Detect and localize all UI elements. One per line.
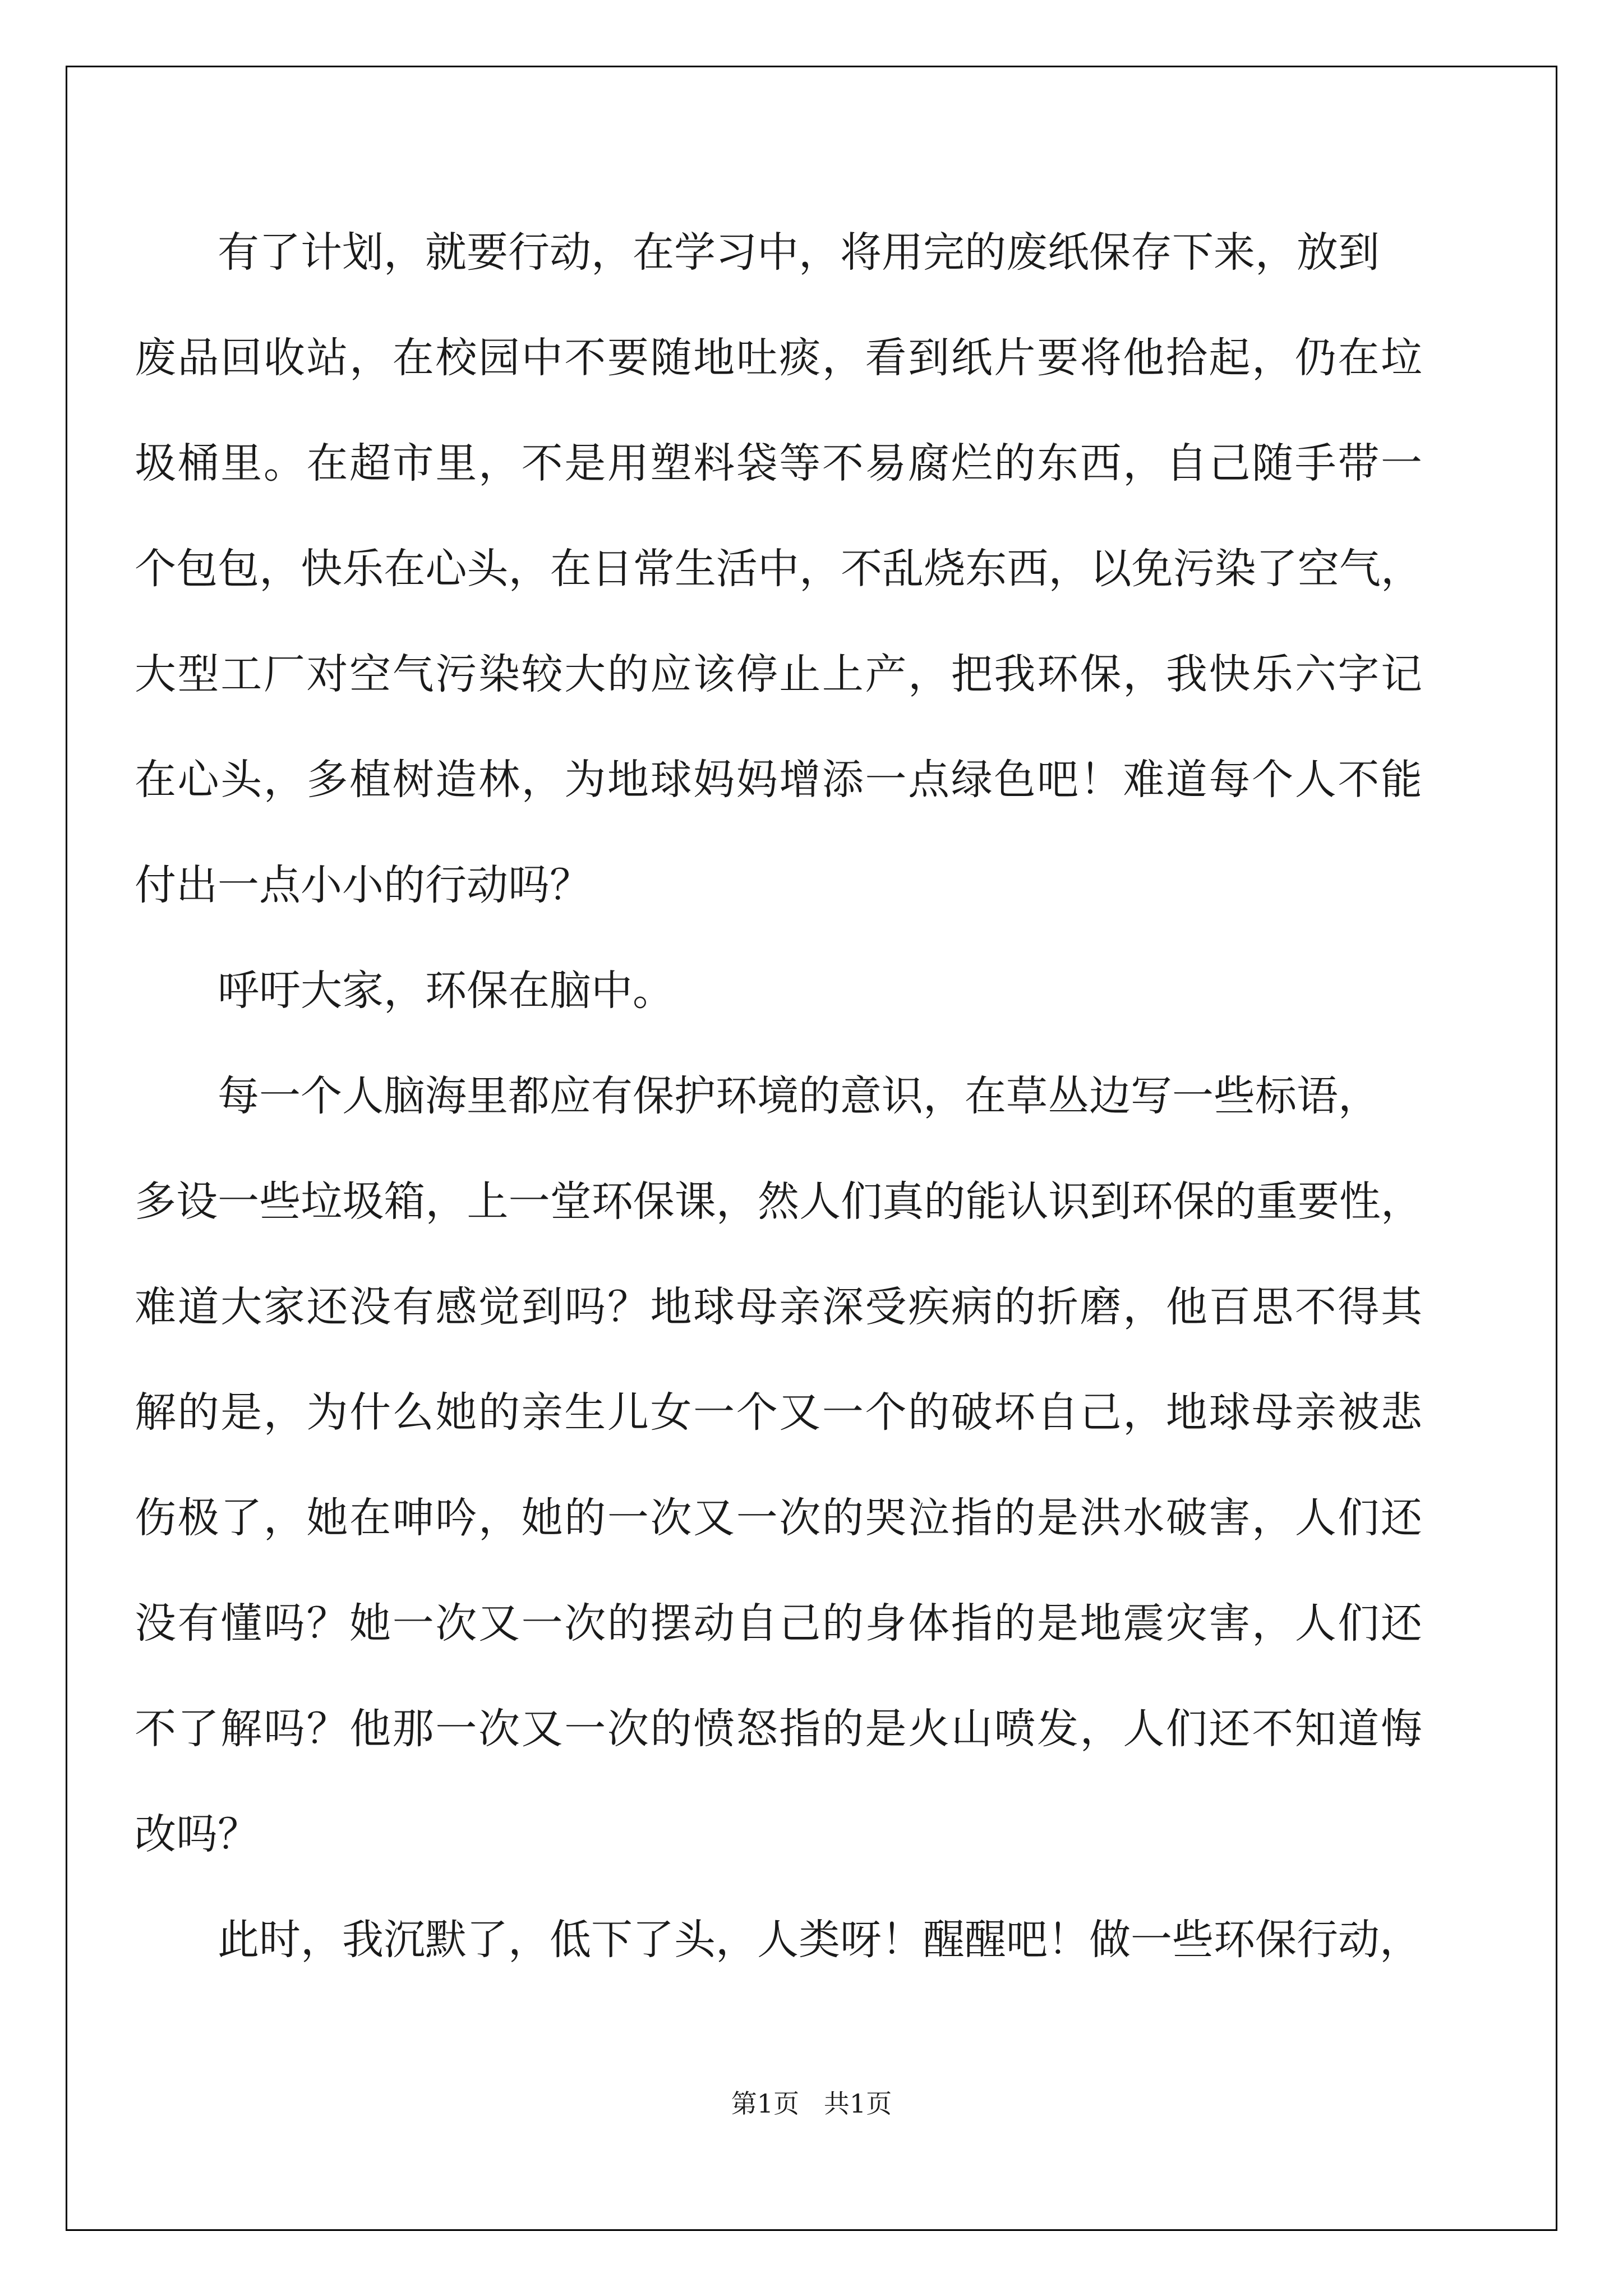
paragraph-line: 多设一些垃圾箱，上一堂环保课，然人们真的能认识到环保的重要性， xyxy=(135,1177,1422,1226)
paragraph-line: 伤极了，她在呻吟，她的一次又一次的哭泣指的是洪水破害，人们还 xyxy=(135,1494,1422,1542)
paragraph-line: 每一个人脑海里都应有保护环境的意识，在草丛边写一些标语， xyxy=(218,1072,1380,1120)
paragraph-line: 呼吁大家，环保在脑中。 xyxy=(218,967,674,1015)
paragraph-line: 个包包，快乐在心头，在日常生活中，不乱烧东西，以免污染了空气， xyxy=(135,545,1422,593)
paragraph-line: 此时，我沉默了，低下了头，人类呀！醒醒吧！做一些环保行动， xyxy=(218,1916,1421,1964)
paragraph-line: 在心头，多植树造林，为地球妈妈增添一点绿色吧！难道每个人不能 xyxy=(135,756,1422,804)
paragraph-line: 没有懂吗？她一次又一次的摆动自己的身体指的是地震灾害，人们还 xyxy=(135,1599,1422,1648)
paragraph-line: 有了计划，就要行动，在学习中，将用完的废纸保存下来，放到 xyxy=(218,228,1380,277)
paragraph-line: 大型工厂对空气污染较大的应该停止上产，把我环保，我快乐六字记 xyxy=(135,650,1422,698)
paragraph-line: 付出一点小小的行动吗？ xyxy=(135,861,591,909)
page-footer: 第1页 共1页 xyxy=(731,2088,892,2119)
paragraph-line: 圾桶里。在超市里，不是用塑料袋等不易腐烂的东西，自己随手带一 xyxy=(135,439,1422,487)
paragraph-line: 难道大家还没有感觉到吗？地球母亲深受疾病的折磨，他百思不得其 xyxy=(135,1283,1422,1331)
paragraph-line: 不了解吗？他那一次又一次的愤怒指的是火山喷发，人们还不知道悔 xyxy=(135,1705,1422,1753)
paragraph-line: 废品回收站，在校园中不要随地吐痰，看到纸片要将他拾起，仍在垃 xyxy=(135,334,1422,382)
paragraph-line: 解的是，为什么她的亲生儿女一个又一个的破坏自己，地球母亲被悲 xyxy=(135,1388,1422,1437)
paragraph-line: 改吗？ xyxy=(135,1810,259,1858)
page-border xyxy=(66,66,1557,2231)
